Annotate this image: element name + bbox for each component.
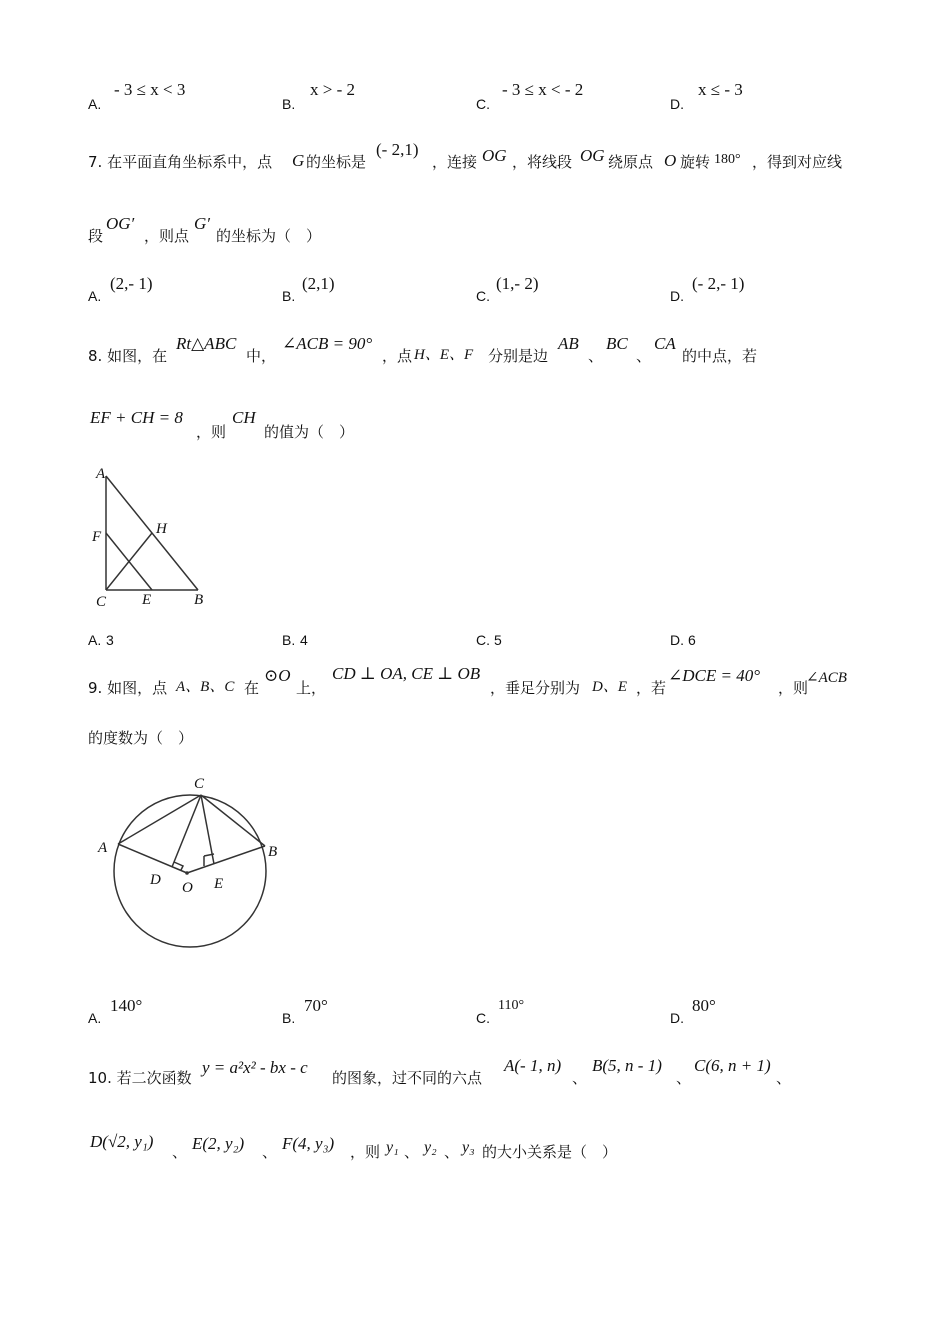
q8-text-4: 分别是边 — [488, 347, 549, 365]
q6-option-a-text: - 3 ≤ x < 3 — [114, 80, 186, 99]
q8-label-f: F — [92, 529, 102, 545]
q9-chord-ca — [118, 795, 201, 844]
q8-text-7: 的值为（ ） — [264, 423, 355, 441]
q8-text-2: 中， — [246, 347, 277, 365]
q6-option-c-label: C. — [476, 96, 490, 112]
q9-option-d-label: D. — [670, 1010, 684, 1026]
q9-option-b-text: 70° — [304, 996, 328, 1015]
q10-sep-3: 、 — [776, 1069, 792, 1087]
q9-circle — [114, 795, 266, 947]
q10-sep-4: 、 — [172, 1143, 188, 1161]
q7-option-d-text: (- 2,- 1) — [692, 274, 745, 293]
q7-option-d-label: D. — [670, 288, 684, 304]
q7-text-2: 的坐标是 — [306, 153, 367, 171]
q7-og-prime: OG′ — [106, 214, 135, 233]
q10-sep-7: 、 — [444, 1143, 460, 1161]
q9-chord-cb — [201, 795, 265, 846]
q8-triangle: Rt△ABC — [176, 334, 237, 353]
q8-text-5: 的中点，若 — [682, 347, 758, 365]
q10-point-d: D(√2, y₁) — [90, 1132, 154, 1151]
q9-segment-cd — [172, 795, 201, 867]
q9-radius-oa — [118, 844, 187, 873]
q10-text-1: 10. 若二次函数 — [88, 1069, 192, 1087]
q10-point-e: E(2, y₂) — [192, 1134, 245, 1153]
q8-text-3: ，点 — [382, 347, 413, 365]
q9-label-c: C — [194, 776, 205, 792]
q10-y1: y₁ — [386, 1139, 399, 1156]
q7-text-1: 7. 在平面直角坐标系中，点 — [88, 153, 273, 171]
q10-y2: y₂ — [424, 1139, 437, 1156]
q7-option-a-text: (2,- 1) — [110, 274, 153, 293]
q10-sep-5: 、 — [262, 1143, 278, 1161]
q10-point-b: B(5, n - 1) — [592, 1056, 662, 1075]
q8-side-bc: BC — [606, 334, 628, 353]
q8-option-d-text: 6 — [688, 632, 696, 648]
q8-angle: ∠ACB = 90° — [282, 334, 373, 353]
q10-point-f: F(4, y₃) — [282, 1134, 335, 1153]
q7-text-6: 旋转 — [680, 153, 711, 171]
q7-og-1: OG — [482, 146, 507, 165]
q7-coord: (- 2,1) — [376, 140, 419, 159]
q10-text-4: 的大小关系是（ ） — [482, 1143, 618, 1161]
q7-text-8: 段 — [88, 227, 104, 245]
q7-text-7: ，得到对应线 — [752, 153, 843, 171]
q7-option-c-label: C. — [476, 288, 490, 304]
q9-label-d: D — [150, 872, 161, 888]
q10-sep-6: 、 — [404, 1143, 420, 1161]
q10-point-c: C(6, n + 1) — [694, 1056, 771, 1075]
q9-center-dot — [185, 871, 189, 875]
q10-text-2: 的图象，过不同的六点 — [332, 1069, 483, 1087]
q6-option-a-label: A. — [88, 96, 102, 112]
q10-text-3: ，则 — [350, 1143, 381, 1161]
q8-sep-1: 、 — [588, 347, 604, 365]
q9-radius-ob — [187, 846, 265, 873]
q9-text-7: 的度数为（ ） — [88, 729, 194, 747]
q8-option-d-label: D. — [670, 632, 684, 648]
q9-option-b-label: B. — [282, 1010, 296, 1026]
q8-label-h: H — [156, 521, 167, 537]
q8-option-a-label: A. — [88, 632, 102, 648]
q7-text-9: ，则点 — [144, 227, 190, 245]
q7-option-c-text: (1,- 2) — [496, 274, 539, 293]
q7-text-4: ，将线段 — [512, 153, 573, 171]
q9-circle-o: ⊙O — [264, 666, 291, 685]
q7-g-prime: G′ — [194, 214, 210, 233]
q10-sep-1: 、 — [572, 1069, 588, 1087]
q8-option-c-label: C. — [476, 632, 490, 648]
q9-option-a-label: A. — [88, 1010, 102, 1026]
q9-feet: D、E — [592, 679, 627, 695]
q7-text-3: ，连接 — [432, 153, 478, 171]
q8-label-b: B — [194, 592, 204, 608]
q9-option-c-text: 110° — [498, 998, 525, 1013]
q8-points: H、E、F — [414, 347, 474, 363]
q9-option-c-label: C. — [476, 1010, 490, 1026]
q8-option-c-text: 5 — [494, 632, 502, 648]
q9-text-2: 在 — [244, 679, 260, 697]
q10-sep-2: 、 — [676, 1069, 692, 1087]
q7-option-b-text: (2,1) — [302, 274, 335, 293]
q9-text-3: 上， — [296, 679, 327, 697]
q9-text-6: ，则 — [778, 679, 809, 697]
q7-point-g: G — [292, 151, 305, 170]
q6-option-b-text: x > - 2 — [310, 80, 355, 99]
q6-option-d-text: x ≤ - 3 — [698, 80, 743, 99]
q9-text-1: 9. 如图，点 — [88, 679, 168, 697]
q7-option-b-label: B. — [282, 288, 296, 304]
q7-origin-o: O — [664, 151, 677, 170]
q9-angle-dce: ∠DCE = 40° — [668, 666, 761, 685]
q9-perpendicular: CD ⊥ OA, CE ⊥ OB — [332, 664, 481, 683]
q9-text-5: ，若 — [636, 679, 667, 697]
q9-option-d-text: 80° — [692, 996, 716, 1015]
q8-option-b-text: 4 — [300, 632, 308, 648]
q8-label-a: A — [96, 466, 106, 482]
q10-point-a: A(- 1, n) — [504, 1056, 562, 1075]
q9-label-a: A — [98, 840, 108, 856]
q7-degree: 180° — [714, 152, 741, 167]
q8-triangle-figure — [86, 458, 216, 610]
q7-text-5: 绕原点 — [608, 153, 654, 171]
q8-side-ab: AB — [558, 334, 579, 353]
q8-label-c: C — [96, 594, 107, 610]
q8-label-e: E — [142, 592, 152, 608]
q8-side-ca: CA — [654, 334, 676, 353]
q6-option-b-label: B. — [282, 96, 296, 112]
q10-y3: y₃ — [462, 1139, 475, 1156]
q8-option-a-text: 3 — [106, 632, 114, 648]
q9-text-4: ，垂足分别为 — [490, 679, 581, 697]
q8-text-6: ，则 — [196, 423, 227, 441]
q6-option-c-text: - 3 ≤ x < - 2 — [502, 80, 584, 99]
q8-ch: CH — [232, 408, 256, 427]
q7-og-2: OG — [580, 146, 605, 165]
q9-label-b: B — [268, 844, 278, 860]
q8-equation: EF + CH = 8 — [90, 408, 183, 427]
q9-label-o: O — [182, 880, 193, 896]
q9-option-a-text: 140° — [110, 996, 143, 1015]
q7-option-a-label: A. — [88, 288, 102, 304]
q7-text-10: 的坐标为（ ） — [216, 227, 322, 245]
q8-option-b-label: B. — [282, 632, 296, 648]
q8-text-1: 8. 如图，在 — [88, 347, 168, 365]
q10-function: y = a²x² - bx - c — [202, 1058, 308, 1077]
q9-circle-figure — [90, 766, 290, 956]
q8-sep-2: 、 — [636, 347, 652, 365]
q9-points: A、B、C — [176, 679, 235, 695]
q9-angle-acb: ∠ACB — [806, 670, 847, 686]
q6-option-d-label: D. — [670, 96, 684, 112]
q9-label-e: E — [214, 876, 224, 892]
